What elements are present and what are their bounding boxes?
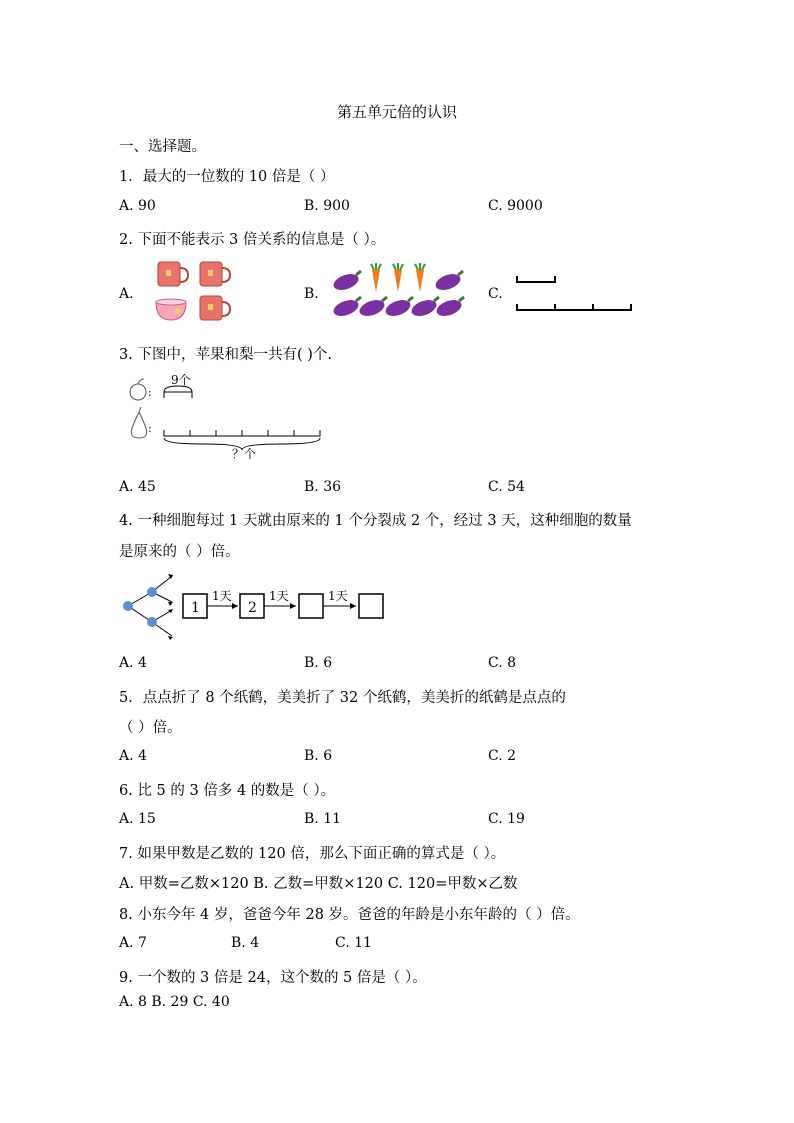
- question-2-option-b: B.: [304, 286, 319, 302]
- arrow-label-2: 1天: [269, 589, 289, 603]
- question-7-stem: 7. 如果甲数是乙数的 120 倍，那么下面正确的算式是（ ）。: [119, 846, 506, 862]
- question-4-stem-line2: 是原来的（ ）倍。: [119, 544, 240, 560]
- question-7-options: A. 甲数=乙数×120 B. 乙数=甲数×120 C. 120=甲数×乙数: [119, 876, 518, 892]
- question-6-option-b: B. 11: [304, 811, 342, 827]
- eggplant-icon: [409, 297, 439, 319]
- cell-count-box-1: 1: [191, 600, 200, 616]
- question-3-option-b: B. 36: [304, 479, 342, 495]
- question-3-option-a: A. 45: [119, 479, 156, 495]
- cups-and-bowl-picture: [152, 258, 236, 326]
- question-6-stem: 6. 比 5 的 3 倍多 4 的数是（ ）。: [119, 783, 336, 799]
- eggplant-carrot-picture: [332, 262, 466, 322]
- question-9-options: A. 8 B. 29 C. 40: [119, 994, 230, 1010]
- svg-text::: :: [148, 422, 152, 435]
- question-8-option-a: A. 7: [119, 935, 147, 951]
- cup-icon: [200, 262, 230, 286]
- question-4-option-c: C. 8: [488, 655, 517, 671]
- question-2-option-c: C.: [488, 286, 503, 302]
- question-6-option-c: C. 19: [488, 811, 525, 827]
- question-1-option-c: C. 9000: [488, 198, 543, 214]
- question-1-option-b: B. 900: [304, 198, 350, 214]
- carrot-icon: [371, 263, 381, 292]
- svg-text::: :: [148, 386, 152, 399]
- cup-icon: [158, 262, 188, 286]
- carrot-icon: [393, 263, 403, 292]
- question-2-stem: 2. 下面不能表示 3 倍关系的信息是（ ）。: [119, 232, 386, 248]
- eggplant-icon: [383, 297, 413, 319]
- question-9-stem: 9. 一个数的 3 倍是 24，这个数的 5 倍是（ ）。: [119, 970, 427, 986]
- apple-icon: [130, 379, 146, 400]
- eggplant-icon: [433, 271, 463, 293]
- cell-count-box-2: 2: [248, 600, 257, 616]
- question-8-option-b: B. 4: [231, 935, 260, 951]
- answer-box-3: [299, 594, 323, 618]
- section-heading: 一、选择题。: [119, 139, 206, 155]
- question-5-option-b: B. 6: [304, 748, 333, 764]
- question-5-option-a: A. 4: [119, 748, 147, 764]
- cup-icon: [200, 296, 230, 320]
- question-5-stem-line2: （ ）倍。: [119, 720, 182, 736]
- question-5-option-c: C. 2: [488, 748, 517, 764]
- eggplant-icon: [434, 297, 464, 319]
- eggplant-icon: [332, 271, 361, 293]
- question-8-option-c: C. 11: [335, 935, 372, 951]
- arrow-label-1: 1天: [212, 589, 232, 603]
- question-3-option-c: C. 54: [488, 479, 525, 495]
- bowl-icon: [156, 299, 186, 320]
- cell-division-diagram: [118, 570, 390, 642]
- arrow-label-3: 1天: [328, 589, 348, 603]
- segment-diagram: [512, 270, 636, 316]
- apple-count-label: 9个: [171, 373, 191, 387]
- question-3-stem: 3. 下图中，苹果和梨一共有( )个.: [119, 347, 332, 363]
- apple-pear-diagram: [128, 370, 328, 462]
- eggplant-icon: [332, 297, 361, 319]
- question-5-stem-line1: 5．点点折了 8 个纸鹤，美美折了 32 个纸鹤，美美折的纸鹤是点点的: [119, 690, 566, 706]
- total-count-label: ？个: [232, 447, 257, 461]
- question-8-stem: 8. 小东今年 4 岁，爸爸今年 28 岁。爸爸的年龄是小东年龄的（ ）倍。: [119, 907, 580, 923]
- question-1-option-a: A. 90: [119, 198, 156, 214]
- question-6-option-a: A. 15: [119, 811, 156, 827]
- pear-icon: [131, 407, 146, 438]
- question-4-option-a: A. 4: [119, 655, 147, 671]
- question-4-stem-line1: 4. 一种细胞每过 1 天就由原来的 1 个分裂成 2 个，经过 3 天，这种细胞的数量: [119, 513, 632, 529]
- question-1-stem: 1．最大的一位数的 10 倍是（ ）: [119, 169, 335, 185]
- eggplant-icon: [357, 297, 387, 319]
- carrot-icon: [415, 263, 425, 292]
- cell-icon: [123, 574, 173, 640]
- answer-box-4: [359, 594, 383, 618]
- question-4-option-b: B. 6: [304, 655, 333, 671]
- question-2-option-a: A.: [119, 286, 134, 302]
- page-title: 第五单元倍的认识: [336, 103, 457, 121]
